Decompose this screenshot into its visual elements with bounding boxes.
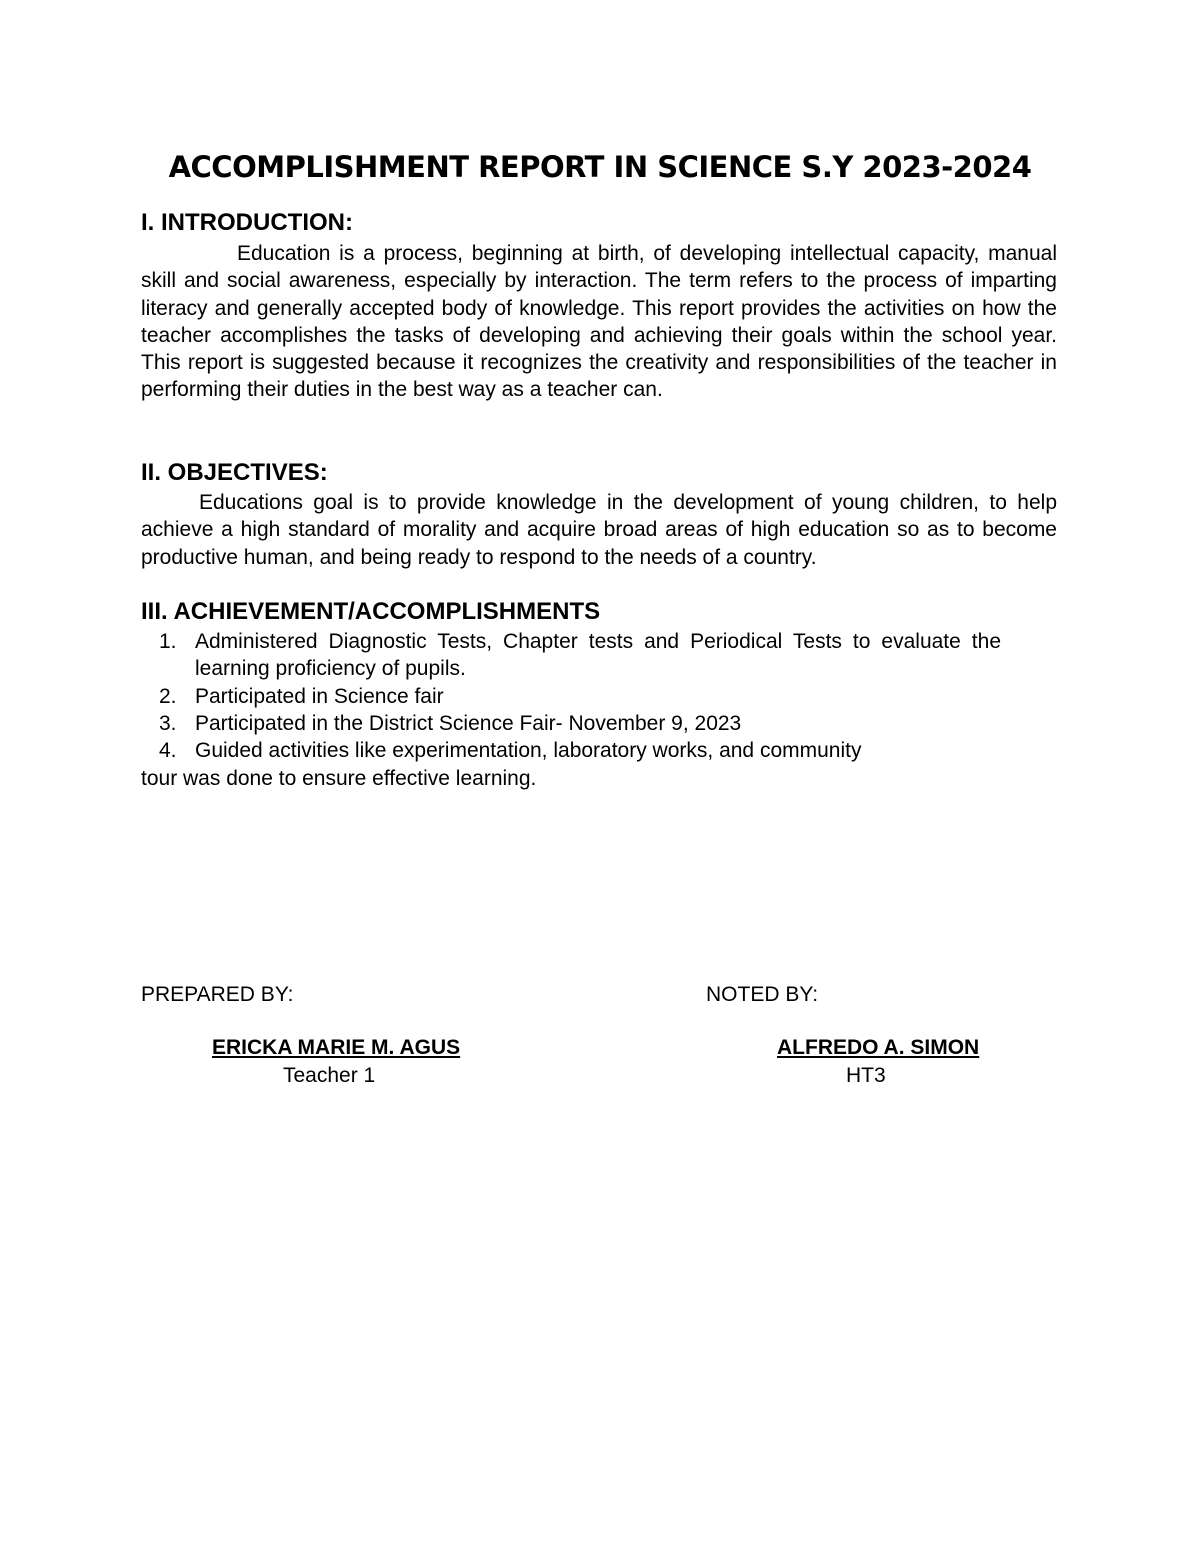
list-item-number: 2. bbox=[159, 684, 177, 708]
achievements-list bbox=[141, 628, 1001, 764]
list-item bbox=[141, 628, 1001, 683]
noter-role: HT3 bbox=[846, 1064, 886, 1087]
list-item-text: Administered Diagnostic Tests, Chapter tests and Periodical Tests to evaluate the learning proficiency of pupils. bbox=[195, 630, 1001, 681]
list-item-text: Guided activities like experimentation, laboratory works, and community bbox=[195, 739, 862, 763]
list-item bbox=[141, 683, 1001, 710]
objectives-heading: II. OBJECTIVES: bbox=[141, 459, 328, 486]
list-item-number: 3. bbox=[159, 711, 177, 735]
noter-name: ALFREDO A. SIMON bbox=[777, 1036, 980, 1059]
achievements-heading: III. ACHIEVEMENT/ACCOMPLISHMENTS bbox=[141, 598, 601, 625]
preparer-name: ERICKA MARIE M. AGUS bbox=[212, 1036, 461, 1059]
list-item-number: 1. bbox=[159, 630, 177, 653]
preparer-role: Teacher 1 bbox=[283, 1064, 376, 1087]
introduction-paragraph: Education is a process, beginning at birth, of developing intellectual capacity, manual skill and social awareness, especially by interaction. The term refers to the process of imparting literacy and generally accepted body of knowledge. This report provides the activities on how the teacher accomplishes the tasks of developing and achieving their goals within the school year. This report is suggested because it recognizes the creativity and responsibilities of the teacher in performing their duties in the best way as a teacher can. bbox=[141, 242, 1057, 402]
document-title: ACCOMPLISHMENT REPORT IN SCIENCE S.Y 2023-2024 bbox=[168, 150, 1032, 184]
prepared-by-label: PREPARED BY: bbox=[141, 983, 294, 1006]
list-item bbox=[141, 737, 1001, 764]
list-item bbox=[141, 710, 1001, 737]
list-item-continuation: tour was done to ensure effective learning. bbox=[141, 767, 537, 790]
list-item-text: Participated in the District Science Fair- November 9, 2023 bbox=[195, 711, 742, 735]
list-item-text: Participated in Science fair bbox=[195, 684, 444, 708]
list-item-number: 4. bbox=[159, 739, 177, 763]
noted-by-label: NOTED BY: bbox=[706, 983, 819, 1006]
introduction-heading: I. INTRODUCTION: bbox=[141, 209, 353, 236]
objectives-paragraph: Educations goal is to provide knowledge in the development of young children, to help achieve a high standard of morality and acquire broad areas of high education so as to become productive human, and being ready to respond to the needs of a country. bbox=[141, 491, 1057, 569]
